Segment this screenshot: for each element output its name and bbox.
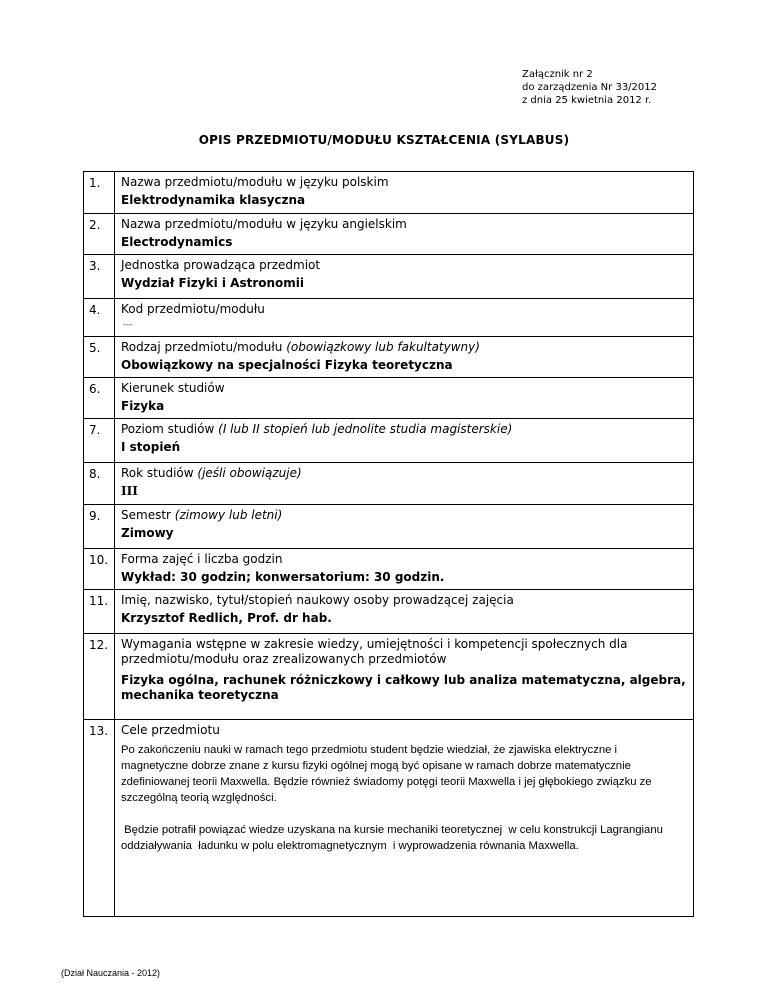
row-label: [115, 505, 693, 523]
row-label: Nazwa przedmiotu/modułu w języku angielskim: [121, 217, 407, 231]
row-label-note: (jeśli obowiązuje): [197, 466, 302, 480]
table-row: [84, 337, 694, 378]
row-label: Wymagania wstępne w zakresie wiedzy, umiejętności i kompetencji społecznych dla przedmiotu/modułu oraz zrealizowanych przedmiotów: [121, 637, 628, 666]
row-label: Nazwa przedmiotu/modułu w języku polskim: [121, 175, 389, 189]
row-label-note: (I lub II stopień lub jednolite studia magisterskie): [218, 422, 513, 436]
row-number: 10.: [84, 549, 115, 590]
row-value: Electrodynamics: [121, 235, 233, 249]
table-row: [84, 172, 694, 214]
row-content: [115, 214, 694, 255]
row-number: 9.: [84, 505, 115, 549]
row-value: Elektrodynamika klasyczna: [121, 193, 306, 207]
row-label: [115, 419, 693, 437]
table-row: [84, 378, 694, 419]
row-number: 1.: [84, 172, 115, 214]
row-value: I stopień: [121, 440, 181, 454]
row-value: III: [121, 484, 138, 498]
annex-line-3: z dnia 25 kwietnia 2012 r.: [522, 95, 652, 106]
row-content: [115, 378, 694, 419]
objectives-paragraph-2: Będzie potrafił powiązać wiedze uzyskana na kursie mechaniki teoretycznej w celu konstrukcji Lagrangianu oddziaływania ładunku w polu elektromagnetycznym i wyprowadzenia równania Maxwella.: [121, 824, 667, 852]
row-label: Kierunek studiów: [121, 381, 225, 395]
row-value: Obowiązkowy na specjalności Fizyka teoretyczna: [121, 358, 453, 372]
row-number: 4.: [84, 299, 115, 337]
row-value: Wykład: 30 godzin; konwersatorium: 30 godzin.: [121, 570, 445, 584]
row-label: Forma zajęć i liczba godzin: [121, 552, 283, 566]
annex-line-2: do zarządzenia Nr 33/2012: [522, 82, 657, 93]
row-content: [115, 549, 694, 590]
objectives-paragraph-1: Po zakończeniu nauki w ramach tego przedmiotu student będzie wiedział, że zjawiska elektryczne i magnetyczne dobrze znane z kursu fizyki ogólnej mogą być opisane w ramach dobrze matematycznie zdefiniowanej teorii Maxwella. Będzie również świadomy potęgi teorii Maxwella i jej głębokiego związku ze szczególną teorią względności.: [121, 744, 652, 804]
row-label-note: (obowiązkowy lub fakultatywny): [286, 340, 480, 354]
row-content: [115, 634, 694, 720]
table-row: [84, 505, 694, 549]
table-row: [84, 720, 694, 917]
table-row: [84, 255, 694, 299]
row-number: 13.: [84, 720, 115, 917]
row-value: Zimowy: [121, 526, 174, 540]
row-label: [115, 337, 693, 355]
table-row: [84, 634, 694, 720]
row-content: [115, 463, 694, 505]
row-value: Krzysztof Redlich, Prof. dr hab.: [121, 611, 332, 625]
row-number: 8.: [84, 463, 115, 505]
table-row: [84, 463, 694, 505]
row-number: 6.: [84, 378, 115, 419]
objectives-text: [115, 738, 693, 854]
row-label: Jednostka prowadząca przedmiot: [121, 258, 321, 272]
row-content: [115, 419, 694, 463]
row-value: ---: [123, 320, 133, 330]
table-row: [84, 419, 694, 463]
row-number: 12.: [84, 634, 115, 720]
row-value: Fizyka ogólna, rachunek różniczkowy i całkowy lub analiza matematyczna, algebra, mechanika teoretyczna: [121, 673, 686, 702]
document-title: OPIS PRZEDMIOTU/MODUŁU KSZTAŁCENIA (SYLABUS): [198, 133, 570, 147]
table-row: [84, 214, 694, 255]
annex-line-1: Załącznik nr 2: [522, 69, 593, 80]
row-label: Kod przedmiotu/modułu: [121, 302, 265, 316]
row-number: 11.: [84, 590, 115, 634]
row-value: Fizyka: [121, 399, 165, 413]
row-content: [115, 299, 694, 337]
row-content: [115, 590, 694, 634]
row-label: [115, 463, 693, 481]
row-number: 7.: [84, 419, 115, 463]
footer-note: (Dział Nauczania - 2012): [61, 968, 161, 978]
row-value: Wydział Fizyki i Astronomii: [121, 276, 304, 290]
row-content: [115, 255, 694, 299]
row-label-text: Poziom studiów: [121, 422, 215, 436]
row-label-text: Rok studiów: [121, 466, 194, 480]
row-content: [115, 337, 694, 378]
row-label: Imię, nazwisko, tytuł/stopień naukowy osoby prowadzącej zajęcia: [121, 593, 514, 607]
table-row: [84, 590, 694, 634]
row-label: Cele przedmiotu: [121, 723, 220, 737]
row-content: [115, 172, 694, 214]
row-label-text: Rodzaj przedmiotu/modułu: [121, 340, 283, 354]
row-number: 5.: [84, 337, 115, 378]
table-row: [84, 299, 694, 337]
syllabus-table: [83, 171, 694, 917]
row-number: 2.: [84, 214, 115, 255]
row-content: [115, 505, 694, 549]
table-row: [84, 549, 694, 590]
annex-note: [522, 68, 657, 107]
row-content: [115, 720, 694, 917]
row-label-text: Semestr: [121, 508, 171, 522]
row-number: 3.: [84, 255, 115, 299]
row-label-note: (zimowy lub letni): [174, 508, 283, 522]
